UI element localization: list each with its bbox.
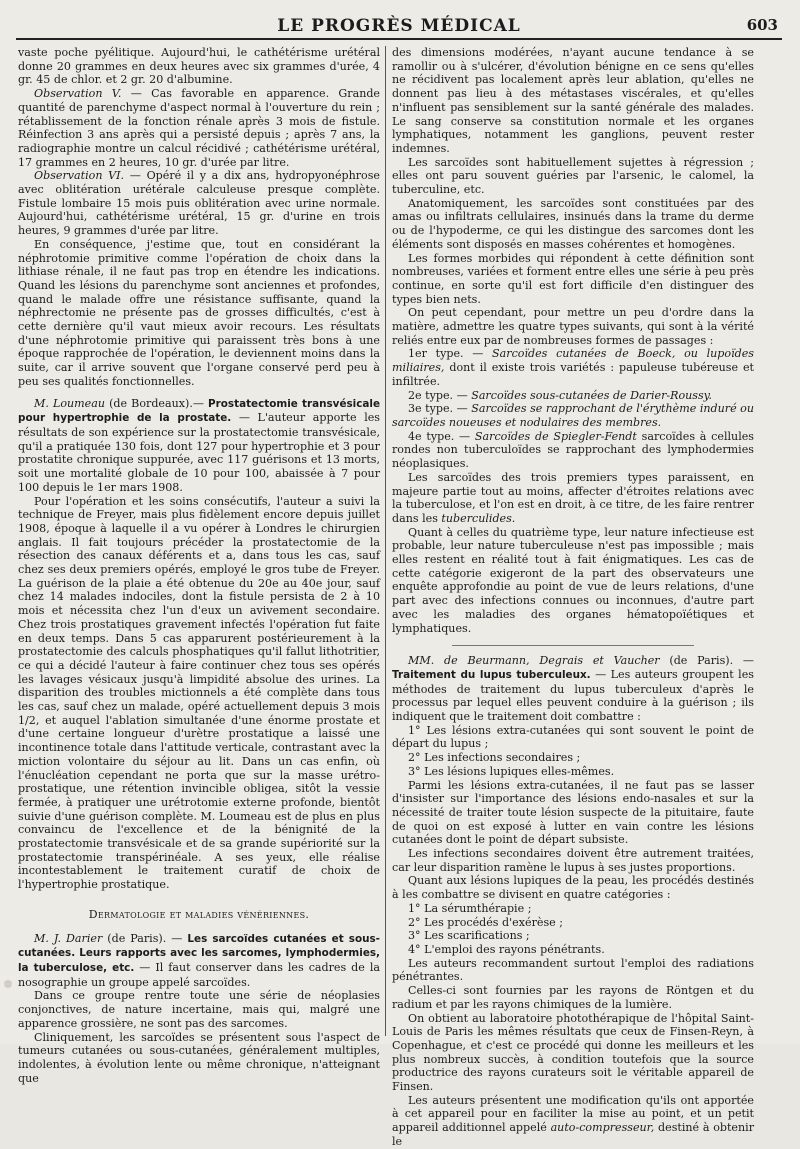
text-run: destiné à obtenir le	[392, 1121, 754, 1148]
darier-abstract	[18, 932, 380, 990]
type-text: dont il existe trois variétés : papuleuse tubéreuse et infiltrée.	[392, 361, 754, 388]
author-place: (de Bordeaux).—	[105, 396, 209, 410]
list-item: 3° Les scarifications ;	[408, 929, 530, 943]
journal-title: LE PROGRÈS MÉDICAL	[277, 16, 521, 36]
abstract-text: — L'auteur apporte les résultats de son expérience sur la prostatectomie transvésicale, qu'il a pratiquée 130 fois, dont 127 pour hypertrophie et 3 pour prostatite chronique suppurée, avec 117 guérisons et 13 morts, soit une mortalité globale de 10 pour 100, abaissée à 7 pour 100 depuis le 1er mars 1908.	[18, 411, 380, 494]
text-run: Les sarcoïdes des trois premiers types paraissent, en majeure partie tout au moins, affecter d'étroites relations avec la tuberculose, et l'on est en droit, à ce titre, de les faire rentrer dans les	[392, 470, 754, 525]
paragraph: Cliniquement, les sarcoïdes se présentent sous l'aspect de tumeurs cutanées ou sous-cutanées, généralement multiples, indolentes, à évolution lente ou même chronique, n'atteignant que	[18, 1030, 380, 1085]
paragraph: Les auteurs recommandent surtout l'emploi des radiations pénétrantes.	[392, 956, 754, 984]
paragraph: On obtient au laboratoire photothérapique de l'hôpital Saint-Louis de Paris les mêmes résultats que ceux de Finsen-Reyn, à Copenhague, et c'est ce procédé qui donne les meilleurs et les plus nombreux succès, à condition toutefois que la source productrice des rayons curateurs soit le véritable appareil de Finsen.	[392, 1011, 754, 1094]
type-name: Sarcoïdes cutanées de Boeck, ou lupoïdes miliaires,	[392, 347, 754, 375]
observation-title: Observation V.	[34, 87, 122, 101]
paragraph: Les infections secondaires doivent être autrement traitées, car leur disparition ramène le lupus à ses justes proportions.	[392, 847, 754, 874]
list-item: 2° Les procédés d'exérèse ;	[408, 915, 563, 929]
article-title: Les sarcoïdes cutanées et sous-cutanées. Leurs rapports avec les sarcomes, lymphodermies, la tuberculose, etc.	[18, 932, 380, 974]
beurmann-abstract	[392, 654, 754, 724]
running-header	[16, 14, 782, 40]
article-title: Prostatectomie transvésicale pour hypertrophie de la prostate.	[18, 397, 381, 425]
column-divider	[385, 46, 386, 1036]
observation-title: Observation VI.	[34, 169, 125, 183]
author-name: MM. de Beurmann, Degrais et Vaucher	[408, 654, 660, 668]
author-name: M. Loumeau	[34, 396, 106, 410]
paragraph: Quant à celles du quatrième type, leur nature infectieuse est probable, leur nature tuberculeuse n'est pas impossible ; mais elles restent en réalité tout à fait énigmatiques. Les cas de cette catégorie exigeront de la part des observateurs une enquête approfondie au point de vue de leurs relations, d'une part avec des infections connues ou inconnues, d'autre part avec les maladies des organes hématopoïétiques et lymphatiques.	[392, 525, 754, 635]
paragraph	[392, 471, 754, 526]
paragraph: Les sarcoïdes sont habituellement sujettes à régression ; elles ont paru souvent guéries par l'arsenic, le calomel, la tuberculine, etc.	[392, 155, 754, 197]
right-column	[392, 46, 755, 1148]
type-item	[392, 430, 754, 471]
author-place: (de Paris). —	[102, 931, 188, 945]
type-label: 2e type. —	[408, 388, 472, 402]
page-number: 603	[746, 16, 778, 34]
list-item: 2° Les infections secondaires ;	[408, 751, 581, 765]
list-item: 4° L'emploi des rayons pénétrants.	[408, 943, 605, 956]
paragraph: Quant aux lésions lupiques de la peau, les procédés destinés à les combattre se divisent en quatre catégories :	[392, 874, 754, 902]
italic-term: auto-compresseur,	[550, 1121, 655, 1135]
paragraph: Les formes morbides qui répondent à cette définition sont nombreuses, variées et forment entre elles une série à peu près continue, en sorte qu'il est fort difficile d'en distinguer des types bien nets.	[392, 251, 754, 306]
section-heading: Dermatologie et maladies vénériennes.	[88, 907, 310, 921]
type-label: 3e type. —	[408, 402, 472, 416]
observation-text: — Cas favorable en apparence. Grande quantité de parenchyme d'aspect normal à l'ouverture du rein ; rétablissement de la fonction rénale après 3 mois de fistule. Réinfection 3 ans après qui a persisté depuis ; après 7 ans, la radiographie montre un calcul récidivé ; cathétérisme urétéral, 17 grammes en 2 heures, 10 gr. d'urée par litre.	[18, 87, 381, 169]
loumeau-abstract	[18, 397, 380, 495]
text-run: Les auteurs présentent une modification qu'ils ont apportée à cet appareil pour en faciliter la mise au point, et un petit appareil additionnel appelé	[392, 1093, 754, 1135]
paragraph: Anatomiquement, les sarcoïdes sont constituées par des amas ou infiltrats cellulaires, insinués dans la trame du derme ou de l'hypoderme, ce qui les distingue des sarcomes dont les éléments sont disposés en masses cohérentes et homogènes.	[392, 196, 754, 251]
paper-blemish	[4, 980, 12, 988]
type-text: sarcoïdes à cellules rondes non tuberculoïdes se rapprochant des lymphodermies néoplasiques.	[392, 429, 755, 471]
type-item	[392, 402, 754, 429]
italic-term: tuberculides.	[441, 511, 516, 525]
observation-vi	[18, 169, 380, 238]
paragraph: des dimensions modérées, n'ayant aucune tendance à se ramollir ou à s'ulcérer, d'évolution bénigne en ce sens qu'elles ne récidivent pas localement après leur ablation, qu'elles ne donnent pas lieu à des métastases viscérales, et qu'elles n'influent pas sensiblement sur la santé générale des malades. Le sang conserve sa constitution normale et les organes lymphatiques, notamment les ganglions, peuvent rester indemnes.	[392, 46, 754, 155]
observation-v	[18, 87, 380, 169]
list-item: 3° Les lésions lupiques elles-mêmes.	[408, 764, 615, 778]
article-separator	[452, 645, 694, 646]
type-item	[392, 389, 754, 403]
paragraph: Celles-ci sont fournies par les rayons de Röntgen et du radium et par les rayons chimiques de la lumière.	[392, 984, 754, 1011]
article-title: Traitement du lupus tuberculeux.	[392, 668, 591, 681]
paragraph: En conséquence, j'estime que, tout en considérant la néphrotomie primitive comme l'opération de choix dans la lithiase rénale, il ne faut pas trop en étendre les indications. Quand les lésions du parenchyme sont anciennes et profondes, quand le malade offre une résistance suffisante, quand la néphrectomie ne présente pas de grosses difficultés, c'est à cette dernière qu'il vaut mieux avoir recours. Les résultats d'une néphrotomie primitive qui paraissent très bons à une époque rapprochée de l'opération, le deviennent moins dans la suite, car il arrive souvent que l'organe conservé perd peu à peu ses qualités fonctionnelles.	[18, 237, 380, 388]
list-item: 1° La sérumthérapie ;	[408, 901, 532, 915]
type-label: 4e type. —	[408, 429, 475, 443]
paragraph: On peut cependant, pour mettre un peu d'ordre dans la matière, admettre les quatre types suivants, qui sont à la vérité reliés entre eux par de nombreuses formes de passages :	[392, 306, 754, 347]
paragraph	[392, 1094, 754, 1149]
author-name: M. J. Darier	[34, 931, 103, 945]
paragraph: Dans ce groupe rentre toute une série de néoplasies conjonctives, de nature incertaine, mais qui, malgré une apparence grossière, ne sont pas des sarcomes.	[18, 989, 380, 1030]
observation-text: — Opéré il y a dix ans, hydropyonéphrose avec oblitération urétérale calculeuse presque complète. Fistule lombaire 15 mois puis oblitération avec urine normale. Aujourd'hui, cathétérisme urétéral, 15 gr. d'urine en trois heures, 9 grammes d'urée par litre.	[18, 169, 380, 238]
type-name: Sarcoïdes sous-cutanées de Darier-Roussy.	[471, 388, 712, 402]
list-item: 1° Les lésions extra-cutanées qui sont souvent le point de départ du lupus ;	[392, 723, 754, 751]
type-label: 1er type. —	[408, 347, 493, 361]
type-item	[392, 347, 754, 388]
author-place: (de Paris). —	[659, 654, 754, 668]
type-name: Sarcoïdes se rapprochant de l'érythème induré ou sarcoïdes noueuses et nodulaires des membres.	[392, 402, 754, 429]
paragraph: Parmi les lésions extra-cutanées, il ne faut pas se lasser d'insister sur l'importance des lésions endo-nasales et sur la nécessité de traiter toute lésion suspecte de la pituitaire, faute de quoi on est exposé à lutter en vain contre les lésions cutanées dont le point de départ subsiste.	[392, 778, 754, 847]
paragraph: Pour l'opération et les soins consécutifs, l'auteur a suivi la technique de Freyer, mais plus fidèlement encore depuis juillet 1908, époque à laquelle il a vu opérer à Londres le chirurgien anglais. Il fait toujours précéder la prostatectomie de la résection des canaux déférents et a, dans tous les cas, sauf chez ses deux premiers opérés, employé le gros tube de Freyer. La guérison de la plaie a été obtenue du 20e au 40e jour, sauf chez 14 malades indociles, dont la fistule persista de 2 à 10 mois et nécessita chez l'un d'eux un avivement secondaire. Chez trois prostatiques gravement infectés l'opération fut faite en deux temps. Dans 5 cas apparurent postérieurement à la prostatectomie des calculs phosphatiques qu'il fallut lithotritier, ce qui a décidé l'auteur à faire continuer chez tous ses opérés les lavages vésicaux jusqu'à limpidité absolue des urines. La disparition des troubles mictionnels a été complète dans tous les cas, sauf chez un malade, opéré actuellement depuis 3 mois 1/2, et auquel l'ablation simultanée d'une énorme prostate et d'une certaine longueur d'urètre prostatique a laissé une incontinence totale dans l'attitude verticale, contrastant avec la miction volontaire du séjour au lit. Dans un cas enfin, où l'énucléation cependant ne porta que sur la masse urétro-prostatique, une rétention invincible obligea, sitôt la vessie fermée, à pratiquer une urétrotomie externe profonde, bientôt suivie d'une guérison complète. M. Loumeau est de plus en plus convaincu de l'excellence et de la bénignité de la prostatectomie transvésicale et de sa grande supériorité sur la prostatectomie transpérinéale. A ses yeux, elle réalise incontestablement le traitement curatif de choix de l'hypertrophie prostatique.	[18, 494, 380, 892]
abstract-text: — Les auteurs groupent les méthodes de traitement du lupus tuberculeux d'après le processus par lequel elles peuvent conduire à la guérison ; ils indiquent que le traitement doit combattre :	[392, 667, 754, 724]
left-column	[18, 46, 381, 1085]
type-name: Sarcoïdes de Spiegler-Fendt	[474, 429, 637, 443]
paragraph: vaste poche pyélitique. Aujourd'hui, le cathétérisme urétéral donne 20 grammes en deux heures avec six grammes d'urée, 4 gr. 45 de chlor. et 2 gr. 20 d'albumine.	[18, 46, 380, 87]
abstract-text: — Il faut conserver dans les cadres de la nosographie un groupe appelé sarcoïdes.	[18, 961, 380, 989]
